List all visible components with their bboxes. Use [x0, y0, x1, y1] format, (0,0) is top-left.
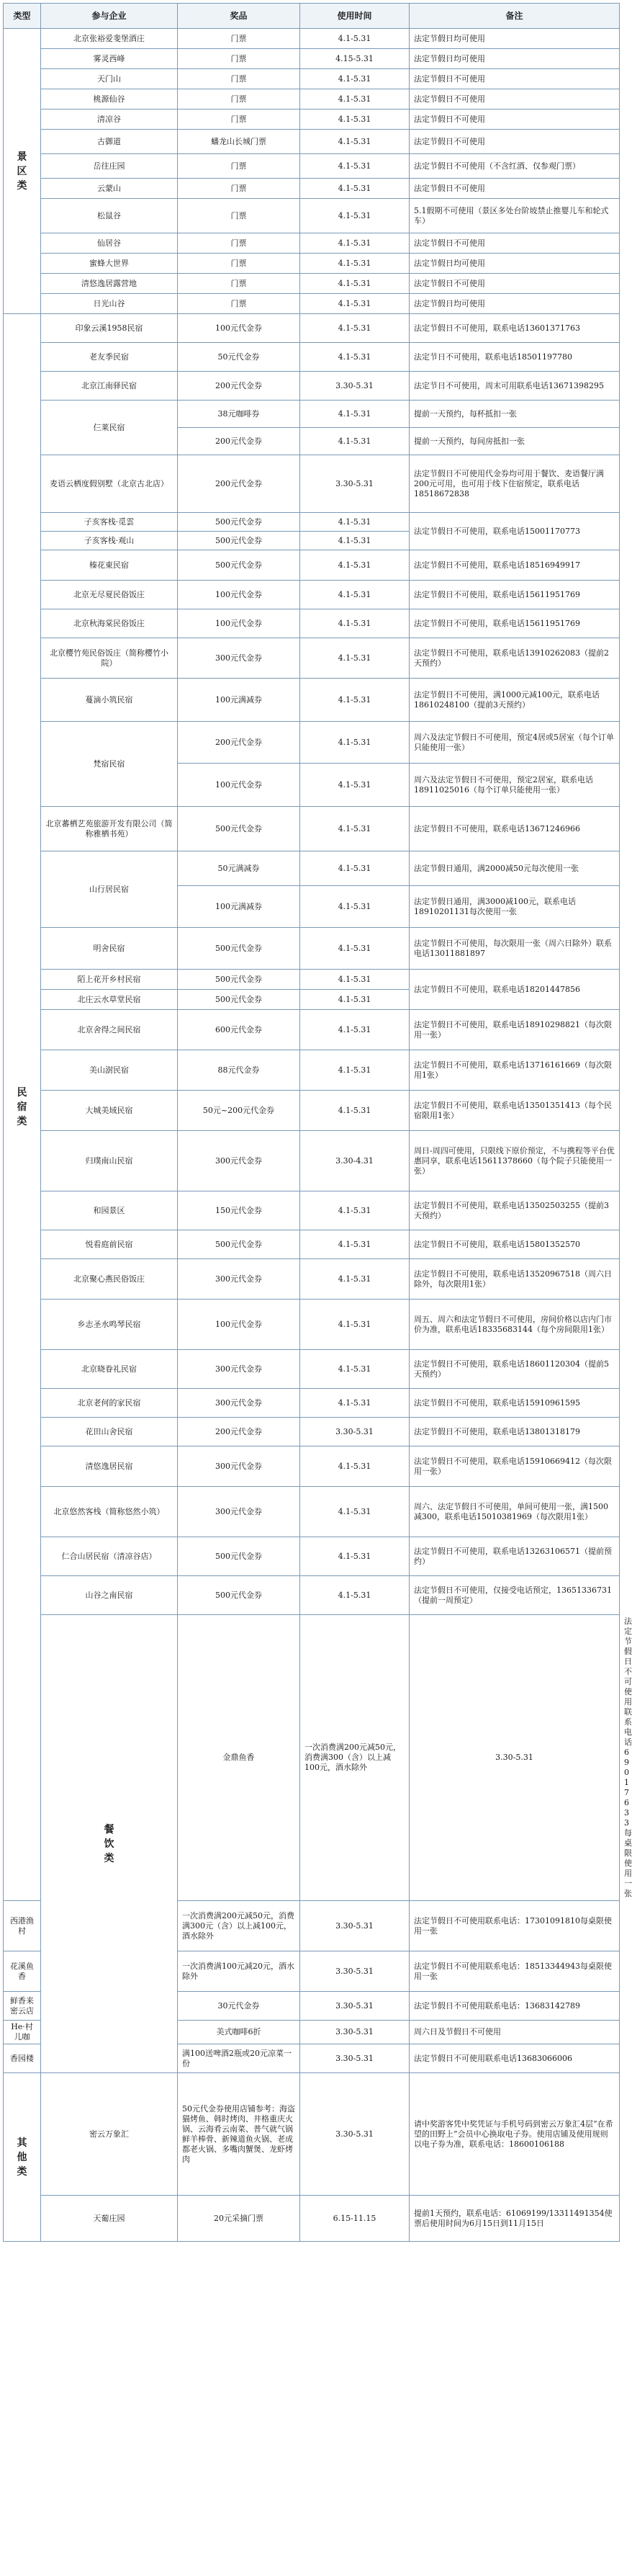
table-row — [4, 401, 620, 428]
prize-cell: 500元代金券 — [178, 807, 300, 851]
prize-cell: 300元代金券 — [178, 638, 300, 679]
company-cell: 山谷之南民宿 — [41, 1576, 178, 1615]
time-cell: 3.30-5.31 — [300, 1992, 410, 2021]
time-cell: 4.1-5.31 — [300, 851, 410, 886]
prize-cell: 门票 — [178, 109, 300, 130]
table-row — [4, 2073, 620, 2196]
prize-cell: 门票 — [178, 199, 300, 233]
note-cell: 法定节假日不可使用 — [410, 233, 620, 254]
time-cell: 3.30-5.31 — [300, 1901, 410, 1951]
prize-cell: 500元代金券 — [178, 970, 300, 990]
table-row — [4, 2196, 620, 2242]
table-row — [4, 372, 620, 401]
company-cell: 北京悠然客栈（简称悠然小筑） — [41, 1487, 178, 1537]
prize-cell: 门票 — [178, 274, 300, 294]
time-cell: 4.1-5.31 — [300, 1576, 410, 1615]
note-cell: 法定节假日不可使用，联系电话13671246966 — [410, 807, 620, 851]
time-cell: 4.1-5.31 — [300, 29, 410, 49]
company-cell: 山行居民宿 — [41, 851, 178, 928]
time-cell: 4.1-5.31 — [300, 764, 410, 807]
time-cell: 4.15-5.31 — [300, 49, 410, 69]
header-company: 参与企业 — [41, 4, 178, 29]
company-cell: 北京蕃栖艺苑旅游开发有限公司（简称雅栖书苑） — [41, 807, 178, 851]
time-cell: 4.1-5.31 — [300, 1487, 410, 1537]
table-row — [4, 513, 620, 532]
table-row — [4, 722, 620, 764]
company-cell: 北京秋海棠民俗饭庄 — [41, 609, 178, 638]
time-cell: 4.1-5.31 — [300, 1259, 410, 1300]
table-row — [4, 1300, 620, 1350]
company-cell: 花溪鱼香 — [4, 1951, 41, 1992]
note-cell: 法定节假日不可使用 — [410, 130, 620, 154]
header-note: 备注 — [410, 4, 620, 29]
time-cell: 4.1-5.31 — [300, 233, 410, 254]
company-cell: 明舍民宿 — [41, 928, 178, 970]
note-cell: 法定节假日不可使用代金券均可用于餐饮、麦语餐厅满200元可用，也可用于线下住宿预定，联系电话18518672838 — [410, 455, 620, 513]
prize-cell: 300元代金券 — [178, 1389, 300, 1418]
table-row — [4, 928, 620, 970]
time-cell: 4.1-5.31 — [300, 581, 410, 609]
note-cell: 法定节日不可使用，周末可用联系电话13671398295 — [410, 372, 620, 401]
company-cell: He·村儿咖 — [4, 2021, 41, 2044]
company-cell: 清悠逸居民宿 — [41, 1446, 178, 1487]
company-cell: 北京老何的家民宿 — [41, 1389, 178, 1418]
prize-cell: 500元代金券 — [178, 550, 300, 581]
table-row — [4, 49, 620, 69]
time-cell: 4.1-5.31 — [300, 109, 410, 130]
company-cell: 榛花東民宿 — [41, 550, 178, 581]
prize-cell: 200元代金券 — [178, 1418, 300, 1446]
prize-cell: 500元代金券 — [178, 1537, 300, 1576]
company-cell: 仁合山居民宿（清凉谷店） — [41, 1537, 178, 1576]
table-row — [4, 1576, 620, 1615]
note-cell: 法定节假日不可使用，联系电话13502503255（提前3天预约） — [410, 1191, 620, 1230]
note-cell: 周六及法定节假日不可使用，预定4居或5居室（每个订单只能使用一张） — [410, 722, 620, 764]
prize-cell: 100元代金券 — [178, 609, 300, 638]
table-row — [4, 233, 620, 254]
note-cell: 法定节假日不可使用，仅接受电话预定，13651336731（提前一周预定） — [410, 1576, 620, 1615]
table-row — [4, 455, 620, 513]
note-cell: 法定节假日不可使用，联系电话18201447856 — [410, 970, 620, 1010]
prize-cell: 20元采摘门票 — [178, 2196, 300, 2242]
table-row — [4, 69, 620, 89]
prize-cell: 满100送啤酒2瓶或20元凉菜一份 — [178, 2044, 300, 2073]
time-cell: 4.1-5.31 — [300, 428, 410, 455]
note-cell: 法定节假日均可使用 — [410, 49, 620, 69]
category-other: 其 他 类 — [4, 2073, 41, 2242]
time-cell: 4.1-5.31 — [300, 1191, 410, 1230]
note-cell: 法定节假日不可使用，联系电话15611951769 — [410, 609, 620, 638]
category-scenic: 景 区 类 — [4, 29, 41, 314]
note-cell: 周五、周六和法定节假日不可使用，房间价格以店内门市价为准，联系电话18335683144（每个房间限用1张） — [410, 1300, 620, 1350]
table-row — [4, 609, 620, 638]
company-cell: 子亥客栈·觅雲 — [41, 513, 178, 532]
company-cell: 美山澍民宿 — [41, 1050, 178, 1091]
table-row — [4, 1131, 620, 1191]
time-cell: 4.1-5.31 — [300, 154, 410, 179]
company-cell: 雾灵西峰 — [41, 49, 178, 69]
note-cell: 法定节假日不可使用联系电话：17301091810每桌限使用一张 — [410, 1901, 620, 1951]
note-cell: 周六及法定节假日不可使用，预定2居室，联系电话18911025016（每个订单只能使用一张） — [410, 764, 620, 807]
note-cell: 法定节假日均可使用 — [410, 29, 620, 49]
note-cell: 法定节假日不可使用，联系电话15001170773 — [410, 513, 620, 550]
time-cell: 4.1-5.31 — [300, 1010, 410, 1050]
table-row — [4, 970, 620, 990]
table-row — [4, 1191, 620, 1230]
prize-cell: 500元代金券 — [178, 1230, 300, 1259]
prize-cell: 150元代金券 — [178, 1191, 300, 1230]
time-cell: 4.1-5.31 — [300, 1446, 410, 1487]
prize-cell: 300元代金券 — [178, 1259, 300, 1300]
prize-cell: 500元代金券 — [178, 513, 300, 532]
table-row — [4, 199, 620, 233]
note-cell: 法定节假日不可使用，联系电话18601120304（提前5天预约） — [410, 1350, 620, 1389]
prize-cell: 50元满减券 — [178, 851, 300, 886]
prize-cell: 门票 — [178, 254, 300, 274]
table-row — [4, 807, 620, 851]
company-cell: 桃源仙谷 — [41, 89, 178, 109]
note-cell: 法定节假日不可使用 — [410, 109, 620, 130]
note-cell: 提前1天预约，联系电话：61069199/13311491354使票后使用时间为6月15日到11月15日 — [410, 2196, 620, 2242]
note-cell: 法定节假日不可使用 — [410, 89, 620, 109]
note-cell: 法定节假日不可使用，联系电话18516949917 — [410, 550, 620, 581]
company-cell: 仨莱民宿 — [41, 401, 178, 455]
time-cell: 4.1-5.31 — [300, 609, 410, 638]
time-cell: 3.30-5.31 — [300, 455, 410, 513]
prize-cell: 300元代金券 — [178, 1487, 300, 1537]
prize-cell: 600元代金券 — [178, 1010, 300, 1050]
time-cell: 3.30-4.31 — [300, 1131, 410, 1191]
time-cell: 4.1-5.31 — [300, 199, 410, 233]
prize-cell: 一次消费满200元减50元，消费满300元（含）以上减100元，酒水除外 — [178, 1901, 300, 1951]
note-cell: 周六日及节假日不可使用 — [410, 2021, 620, 2044]
company-cell: 北京晓眷礼民宿 — [41, 1350, 178, 1389]
prize-cell: 50元代金券 — [178, 343, 300, 372]
table-row — [4, 679, 620, 722]
prize-cell: 门票 — [178, 179, 300, 199]
table-row — [4, 89, 620, 109]
category-dining: 餐 饮 类 — [41, 1615, 178, 2073]
note-cell: 法定节假日不可使用，联系电话15801352570 — [410, 1230, 620, 1259]
company-cell: 仙居谷 — [41, 233, 178, 254]
time-cell: 4.1-5.31 — [300, 89, 410, 109]
time-cell: 4.1-5.31 — [300, 401, 410, 428]
time-cell: 4.1-5.31 — [300, 990, 410, 1010]
note-cell: 法定节假日不可使用，联系电话15611951769 — [410, 581, 620, 609]
table-header — [4, 4, 620, 29]
prize-cell: 蟠龙山长城门票 — [178, 130, 300, 154]
note-cell: 法定节假日不可使用，满1000元减100元，联系电话18610248100（提前3天预约） — [410, 679, 620, 722]
time-cell: 4.1-5.31 — [300, 1389, 410, 1418]
time-cell: 4.1-5.31 — [300, 886, 410, 928]
note-cell: 法定节假日不可使用，联系电话15910669412（每次限用一张） — [410, 1446, 620, 1487]
prize-cell: 300元代金券 — [178, 1131, 300, 1191]
time-cell: 4.1-5.31 — [300, 928, 410, 970]
prize-cell: 一次消费满100元减20元，酒水除外 — [178, 1951, 300, 1992]
time-cell: 3.30-5.31 — [300, 372, 410, 401]
company-cell: 云蒙山 — [41, 179, 178, 199]
time-cell: 3.30-5.31 — [300, 2044, 410, 2073]
company-cell: 花田山舍民宿 — [41, 1418, 178, 1446]
prize-cell: 300元代金券 — [178, 1350, 300, 1389]
company-cell: 麦语云栖度假别墅（北京古北店） — [41, 455, 178, 513]
note-cell: 法定节假日不可使用，联系电话13716161669（每次限用1张） — [410, 1050, 620, 1091]
table-row — [4, 550, 620, 581]
prize-table — [3, 3, 632, 2242]
table-row — [4, 274, 620, 294]
table-row: 餐 饮 类 金鼎鱼香 一次消费满200元减50元，消费满300（含）以上减100元，酒水除外 3.30-5.31 法定节假日不可使用联系电话69017633每桌限使用一张 — [4, 1615, 620, 1901]
company-cell: 和园景区 — [41, 1191, 178, 1230]
prize-cell: 门票 — [178, 49, 300, 69]
time-cell: 4.1-5.31 — [300, 1091, 410, 1131]
note-cell: 法定节假日不可使用（不含红酒、仅参观门票） — [410, 154, 620, 179]
table-row — [4, 851, 620, 886]
prize-cell: 38元咖啡券 — [178, 401, 300, 428]
table-row — [4, 1487, 620, 1537]
time-cell: 4.1-5.31 — [300, 314, 410, 343]
prize-cell: 300元代金券 — [178, 1446, 300, 1487]
company-cell: 北庄云水草堂民宿 — [41, 990, 178, 1010]
prize-cell: 门票 — [178, 69, 300, 89]
note-cell: 法定节假日不可使用，联系电话13910262083（提前2天预约） — [410, 638, 620, 679]
note-cell: 法定节日不可使用，联系电话18501197780 — [410, 343, 620, 372]
note-cell: 法定节假日通用，满2000减50元每次使用一张 — [410, 851, 620, 886]
header-time: 使用时间 — [300, 4, 410, 29]
table-row — [4, 179, 620, 199]
prize-cell: 500元代金券 — [178, 1576, 300, 1615]
time-cell: 4.1-5.31 — [300, 179, 410, 199]
time-cell: 4.1-5.31 — [300, 970, 410, 990]
note-cell: 法定节假日不可使用，每次限用一张（周六日除外）联系电话13011881897 — [410, 928, 620, 970]
table-row — [4, 1389, 620, 1418]
prize-cell: 美式咖啡6折 — [178, 2021, 300, 2044]
header-prize: 奖品 — [178, 4, 300, 29]
prize-cell: 100元代金券 — [178, 764, 300, 807]
prize-cell: 500元代金券 — [178, 928, 300, 970]
table-row — [4, 1230, 620, 1259]
time-cell: 4.1-5.31 — [300, 294, 410, 314]
prize-cell: 500元代金券 — [178, 532, 300, 550]
prize-cell: 100元满减券 — [178, 679, 300, 722]
prize-cell: 50元~200元代金券 — [178, 1091, 300, 1131]
prize-cell: 门票 — [178, 294, 300, 314]
time-cell: 4.1-5.31 — [300, 532, 410, 550]
note-cell: 法定节假日不可使用联系电话：18513344943每桌限使用一张 — [410, 1951, 620, 1992]
prize-cell: 一次消费满200元减50元，消费满300（含）以上减100元，酒水除外 — [300, 1615, 410, 1901]
table-row — [4, 1010, 620, 1050]
table-row — [4, 314, 620, 343]
company-cell: 老友季民宿 — [41, 343, 178, 372]
company-cell: 乡志圣水鸣琴民宿 — [41, 1300, 178, 1350]
note-cell: 法定节假日不可使用，联系电话13601371763 — [410, 314, 620, 343]
table-row — [4, 581, 620, 609]
category-homestay: 民 宿 类 — [4, 314, 41, 1901]
prize-cell: 门票 — [178, 29, 300, 49]
time-cell: 4.1-5.31 — [300, 550, 410, 581]
table-row — [4, 109, 620, 130]
prize-cell: 100元代金券 — [178, 314, 300, 343]
table-row — [4, 1259, 620, 1300]
table-row — [4, 1418, 620, 1446]
time-cell: 4.1-5.31 — [300, 343, 410, 372]
company-cell: 北京聚心燕民俗饭庄 — [41, 1259, 178, 1300]
time-cell: 4.1-5.31 — [300, 638, 410, 679]
company-cell: 鲜香来密云店 — [4, 1992, 41, 2021]
time-cell: 4.1-5.31 — [300, 130, 410, 154]
note-cell: 法定节假日不可使用，联系电话13801318179 — [410, 1418, 620, 1446]
company-cell: 子亥客栈·观山 — [41, 532, 178, 550]
time-cell: 4.1-5.31 — [300, 1300, 410, 1350]
table-row — [4, 1091, 620, 1131]
company-cell: 印象云溪1958民宿 — [41, 314, 178, 343]
prize-cell: 门票 — [178, 154, 300, 179]
time-cell: 3.30-5.31 — [410, 1615, 620, 1901]
note-cell: 法定节假日不可使用 — [410, 274, 620, 294]
note-cell: 法定节假日不可使用，联系电话13263106571（提前预约） — [410, 1537, 620, 1576]
company-cell: 天葡庄园 — [41, 2196, 178, 2242]
prize-cell: 200元代金券 — [178, 722, 300, 764]
table-row — [4, 638, 620, 679]
note-cell: 法定节假日不可使用，联系电话15910961595 — [410, 1389, 620, 1418]
time-cell: 4.1-5.31 — [300, 679, 410, 722]
company-cell: 清凉谷 — [41, 109, 178, 130]
table-row — [4, 1446, 620, 1487]
note-cell: 法定节假日均可使用 — [410, 294, 620, 314]
company-cell: 悦看庭前民宿 — [41, 1230, 178, 1259]
time-cell: 3.30-5.31 — [300, 1418, 410, 1446]
company-cell: 香园楼 — [4, 2044, 41, 2073]
time-cell: 4.1-5.31 — [300, 69, 410, 89]
company-cell: 归璞南山民宿 — [41, 1131, 178, 1191]
time-cell: 4.1-5.31 — [300, 1350, 410, 1389]
prize-cell: 200元代金券 — [178, 428, 300, 455]
note-cell: 提前一天预约，每杯抵扣一张 — [410, 401, 620, 428]
time-cell: 3.30-5.31 — [300, 1951, 410, 1992]
company-cell: 北京樱竹苑民俗饭庄（简称樱竹小院） — [41, 638, 178, 679]
time-cell: 4.1-5.31 — [300, 1050, 410, 1091]
note-cell: 法定节假日通用，满3000减100元，联系电话18910201131每次使用一张 — [410, 886, 620, 928]
company-cell: 北京张裕爱斐堡酒庄 — [41, 29, 178, 49]
table-row — [4, 154, 620, 179]
time-cell: 3.30-5.31 — [300, 2073, 410, 2196]
time-cell: 4.1-5.31 — [300, 513, 410, 532]
time-cell: 4.1-5.31 — [300, 254, 410, 274]
note-cell: 法定节假日不可使用，联系电话13520967518（周六日除外，每次限用1张） — [410, 1259, 620, 1300]
company-cell: 蔓滴小筑民宿 — [41, 679, 178, 722]
company-cell: 密云万象汇 — [41, 2073, 178, 2196]
time-cell: 3.30-5.31 — [300, 2021, 410, 2044]
note-cell: 周六、法定节假日不可使用，单间可使用一张，满1500减300，联系电话15010381969（每次限用1张） — [410, 1487, 620, 1537]
prize-cell: 100元满减券 — [178, 886, 300, 928]
note-cell: 法定节假日不可使用联系电话：13683142789 — [410, 1992, 620, 2021]
time-cell: 4.1-5.31 — [300, 1537, 410, 1576]
company-cell: 岳往庄园 — [41, 154, 178, 179]
prize-cell: 30元代金券 — [178, 1992, 300, 2021]
note-cell: 法定节假日不可使用 — [410, 179, 620, 199]
note-cell: 法定节假日不可使用，联系电话18910298821（每次限用一张） — [410, 1010, 620, 1050]
table-row — [4, 343, 620, 372]
company-cell: 金鼎鱼香 — [178, 1615, 300, 1901]
note-cell: 法定节假日均可使用 — [410, 254, 620, 274]
company-cell: 松鼠谷 — [41, 199, 178, 233]
note-cell: 请中奖游客凭中奖凭证与手机号码到密云万象汇4层“在希望的田野上”会员中心换取电子券。使用店铺及使用规则以电子券为准，联系电话：18600106188 — [410, 2073, 620, 2196]
company-cell: 梵宿民宿 — [41, 722, 178, 807]
time-cell: 4.1-5.31 — [300, 1230, 410, 1259]
note-cell: 法定节假日不可使用联系电话13683066006 — [410, 2044, 620, 2073]
note-cell: 法定节假日不可使用，联系电话13501351413（每个民宿限用1张） — [410, 1091, 620, 1131]
note-cell: 提前一天预约，每间房抵扣一张 — [410, 428, 620, 455]
prize-cell: 88元代金券 — [178, 1050, 300, 1091]
time-cell: 4.1-5.31 — [300, 807, 410, 851]
table-row — [4, 294, 620, 314]
time-cell: 6.15-11.15 — [300, 2196, 410, 2242]
company-cell: 陌上花开乡村民宿 — [41, 970, 178, 990]
prize-cell: 200元代金券 — [178, 455, 300, 513]
table-row — [4, 29, 620, 49]
table-row — [4, 1050, 620, 1091]
header-type: 类型 — [4, 4, 41, 29]
company-cell: 天门山 — [41, 69, 178, 89]
table-row — [4, 1537, 620, 1576]
company-cell: 大城美域民宿 — [41, 1091, 178, 1131]
company-cell: 蜜蜂大世界 — [41, 254, 178, 274]
company-cell: 日光山谷 — [41, 294, 178, 314]
company-cell: 北京江南驿民宿 — [41, 372, 178, 401]
prize-cell: 200元代金券 — [178, 372, 300, 401]
table-row — [4, 254, 620, 274]
prize-cell: 500元代金券 — [178, 990, 300, 1010]
prize-cell: 100元代金券 — [178, 1300, 300, 1350]
time-cell: 4.1-5.31 — [300, 722, 410, 764]
time-cell: 4.1-5.31 — [300, 274, 410, 294]
prize-cell: 100元代金券 — [178, 581, 300, 609]
company-cell: 北京无尽夏民俗饭庄 — [41, 581, 178, 609]
note-cell: 周日-周四可使用，只限线下原价预定，不与携程等平台优惠同享，联系电话15611378660（每个院子只能使用一张） — [410, 1131, 620, 1191]
note-cell: 法定节假日不可使用 — [410, 69, 620, 89]
table-row — [4, 1350, 620, 1389]
prize-cell: 门票 — [178, 233, 300, 254]
company-cell: 北京舍得之间民宿 — [41, 1010, 178, 1050]
prize-cell: 50元代金券使用店铺参考：海盗猫烤鱼、韩时烤肉、井格重庆火锅、云海肴云南菜、普气就气锅鲜羊棒骨、新辣道鱼火锅、老成都老火锅、多嘴肉蟹煲、龙虾烤肉 — [178, 2073, 300, 2196]
company-cell: 西港渔村 — [4, 1901, 41, 1951]
company-cell: 清悠逸居露营地 — [41, 274, 178, 294]
company-cell: 古御道 — [41, 130, 178, 154]
prize-cell: 门票 — [178, 89, 300, 109]
note-cell: 5.1假期不可使用（景区多处台阶坡禁止推婴儿车和轮式车） — [410, 199, 620, 233]
table-row — [4, 130, 620, 154]
